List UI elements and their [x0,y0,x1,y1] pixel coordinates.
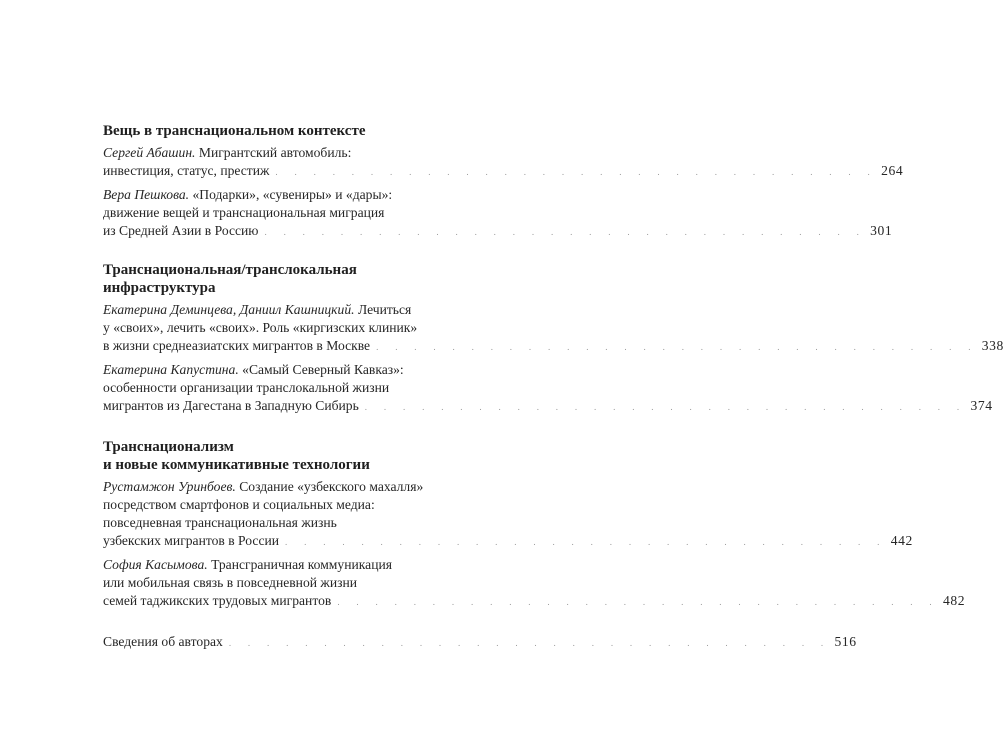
dot-leader: . . . . . . . . . . . . . . . . . . . . . . . . . . . . . . . . [337,597,939,607]
section-heading [103,261,465,297]
entry-title-line: особенности организации транслокальной жизни [103,380,390,395]
entry-title-line: или мобильная связь в повседневной жизни [103,575,358,590]
dot-leader: . . . . . . . . . . . . . . . . . . . . . . . . . . . . . . . . [364,402,967,412]
entry-title-line: «Подарки», «сувениры» и «дары»: [192,187,393,202]
entry-title-line: узбекских мигрантов в России [103,533,280,548]
entry-title-line: из Средней Азии в Россию [103,223,259,238]
entry-line [103,301,465,319]
entry-last-line [103,592,966,611]
entry-last-line [103,633,857,652]
entry-author: Сергей Абашин. [103,145,196,160]
section-heading-line: и новые коммуникативные технологии [103,457,370,473]
toc-section-1 [103,122,904,241]
entry-title-line: в жизни среднеазиатских мигрантов в Москве [103,338,371,353]
toc-entry-peshkova[interactable] [103,186,893,241]
table-of-contents [103,122,1004,657]
entry-title-line: Лечиться [357,302,412,317]
entry-line [103,361,465,379]
entry-author: Екатерина Капустина. [103,362,239,377]
entry-title-line: Мигрантский автомобиль: [198,145,352,160]
section-heading-line: Транснациональная/транслокальная [103,262,357,278]
entry-author: Вера Пешкова. [103,187,190,202]
dot-leader: . . . . . . . . . . . . . . . . . . . . . . . . . . . . . . . . [228,638,831,648]
entry-line [103,478,465,496]
page-number: 374 [970,398,993,413]
section-heading-line: инфраструктура [103,280,216,296]
entry-line [103,556,465,574]
toc-entry-abashin[interactable] [103,144,904,181]
dot-leader: . . . . . . . . . . . . . . . . . . . . . . . . . . . . . . . . [264,227,867,237]
dot-leader: . . . . . . . . . . . . . . . . . . . . . . . . . . . . . . . . [275,167,878,177]
entry-author: Рустамжон Уринбоев. [103,479,236,494]
entry-author: Екатерина Деминцева, Даниил Кашницкий. [103,302,355,317]
section-heading [103,122,465,140]
toc-entry-demintseva[interactable] [103,301,1004,356]
entry-last-line [103,337,1004,356]
toc-section-3 [103,438,966,611]
page-number: 301 [870,223,893,238]
toc-entry-kasymova[interactable] [103,556,966,611]
section-heading-line: Транснационализм [103,439,234,455]
dot-leader: . . . . . . . . . . . . . . . . . . . . . . . . . . . . . . . . [376,342,978,352]
entry-last-line [103,222,893,241]
entry-title-line: движение вещей и транснациональная миграция [103,205,385,220]
toc-entry-about-authors[interactable] [103,633,857,652]
page-number: 264 [881,163,904,178]
page-number: 516 [834,634,857,649]
entry-line [103,186,465,204]
page-number: 338 [981,338,1004,353]
entry-line [103,144,465,162]
entry-title-line: у «своих», лечить «своих». Роль «киргизских клиник» [103,320,418,335]
page-number: 442 [890,533,913,548]
dot-leader: . . . . . . . . . . . . . . . . . . . . . . . . . . . . . . . . [285,537,887,547]
entry-last-line [103,532,913,551]
entry-last-line [103,162,904,181]
entry-title-line: Создание «узбекского махалля» [239,479,424,494]
entry-title-line: Сведения об авторах [103,634,223,649]
entry-title-line: мигрантов из Дагестана в Западную Сибирь [103,398,359,413]
entry-last-line [103,397,993,416]
section-heading-line: Вещь в транснациональном контексте [103,123,366,139]
toc-entry-kapustina[interactable] [103,361,993,416]
entry-title-line: повседневная транснациональная жизнь [103,515,337,530]
toc-entry-urinboev[interactable] [103,478,913,551]
page-number: 482 [942,593,966,608]
section-heading [103,438,465,474]
entry-title-line: «Самый Северный Кавказ»: [242,362,404,377]
entry-author: София Касымова. [103,557,208,572]
entry-title-line: инвестиция, статус, престиж [103,163,270,178]
entry-title-line: посредством смартфонов и социальных медиа: [103,497,375,512]
entry-title-line: Трансграничная коммуникация [211,557,392,572]
entry-title-line: семей таджикских трудовых мигрантов [103,593,332,608]
toc-section-2 [103,261,1004,416]
